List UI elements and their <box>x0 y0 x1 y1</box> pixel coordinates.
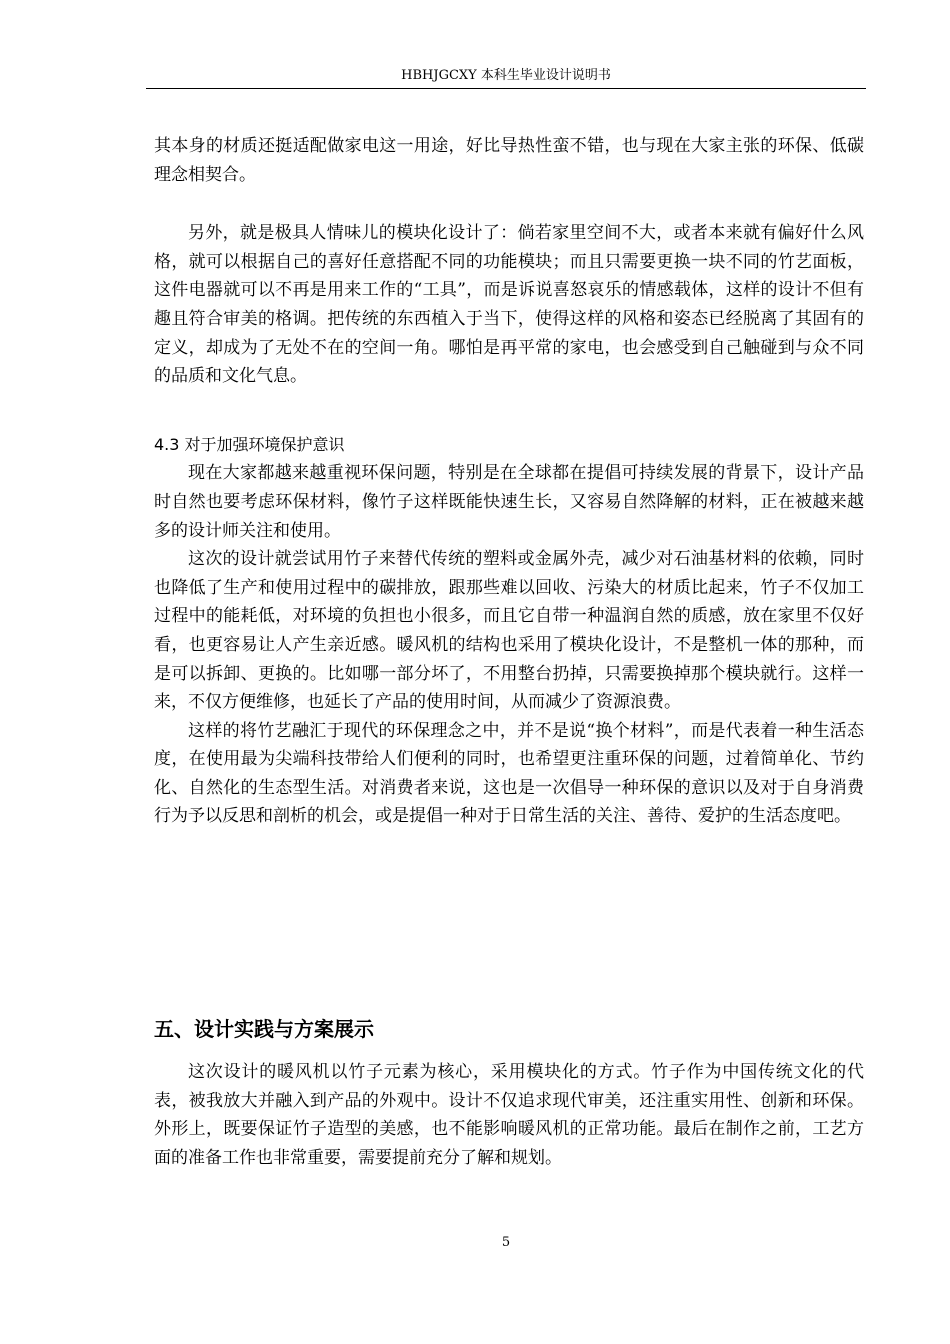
paragraph-modular-design: 另外，就是极具人情味儿的模块化设计了：倘若家里空间不大，或者本来就有偏好什么风格，就可以根据自己的喜好任意搭配不同的功能模块；而且只需要更换一块不同的竹艺面板，这件电器就可以不再是用来工作的“工具”，而是诉说喜怒哀乐的情感载体，这样的设计不但有趣且符合审美的格调。把传统的东西植入于当下，使得这样的风格和姿态已经脱离了其固有的定义，却成为了无处不在的空间一角。哪怕是再平常的家电，也会感受到自己触碰到与众不同的品质和文化气息。 <box>154 223 864 387</box>
header-title: HBHJGCXY 本科生毕业设计说明书 <box>401 68 611 83</box>
page-header <box>146 66 866 89</box>
chapter-heading-5: 五、设计实践与方案展示 <box>154 1017 374 1041</box>
page-number: 5 <box>501 1235 511 1250</box>
section-heading-4-3: 4.3 对于加强环境保护意识 <box>154 434 345 454</box>
paragraph-environment-2: 这次的设计就尝试用竹子来替代传统的塑料或金属外壳，减少对石油基材料的依赖，同时也降低了生产和使用过程中的碳排放，跟那些难以回收、污染大的材质比起来，竹子不仅加工过程中的能耗低，对环境的负担也小很多，而且它自带一种温润自然的质感，放在家里不仅好看，也更容易让人产生亲近感。暖风机的结构也采用了模块化设计，不是整机一体的那种，而是可以拆卸、更换的。比如哪一部分坏了，不用整台扔掉，只需要换掉那个模块就行。这样一来，不仅方便维修，也延长了产品的使用时间，从而减少了资源浪费。 <box>154 549 864 713</box>
body-text-lower <box>154 1058 864 1172</box>
paragraph-environment-3: 这样的将竹艺融汇于现代的环保理念之中，并不是说“换个材料”，而是代表着一种生活态度，在使用最为尖端科技带给人们便利的同时，也希望更注重环保的问题，过着简单化、节约化、自然化的生态型生活。对消费者来说，这也是一次倡导一种环保的意识以及对于自身消费行为予以反思和剖析的机会，或是提倡一种对于日常生活的关注、善待、爱护的生活态度吧。 <box>154 720 864 827</box>
paragraph-material: 其本身的材质还挺适配做家电这一用途，好比导热性蛮不错，也与现在大家主张的环保、低碳理念相契合。 <box>154 136 864 185</box>
paragraph-environment-1: 现在大家都越来越重视环保问题，特别是在全球都在提倡可持续发展的背景下，设计产品时自然也要考虑环保材料，像竹子这样既能快速生长，又容易自然降解的材料，正在被越来越多的设计师关注和使用。 <box>154 463 864 541</box>
body-text-upper <box>154 132 864 831</box>
paragraph-design-practice: 这次设计的暖风机以竹子元素为核心，采用模块化的方式。竹子作为中国传统文化的代表，被我放大并融入到产品的外观中。设计不仅追求现代审美，还注重实用性、创新和环保。外形上，既要保证竹子造型的美感，也不能影响暖风机的正常功能。最后在制作之前，工艺方面的准备工作也非常重要，需要提前充分了解和规划。 <box>154 1062 864 1168</box>
